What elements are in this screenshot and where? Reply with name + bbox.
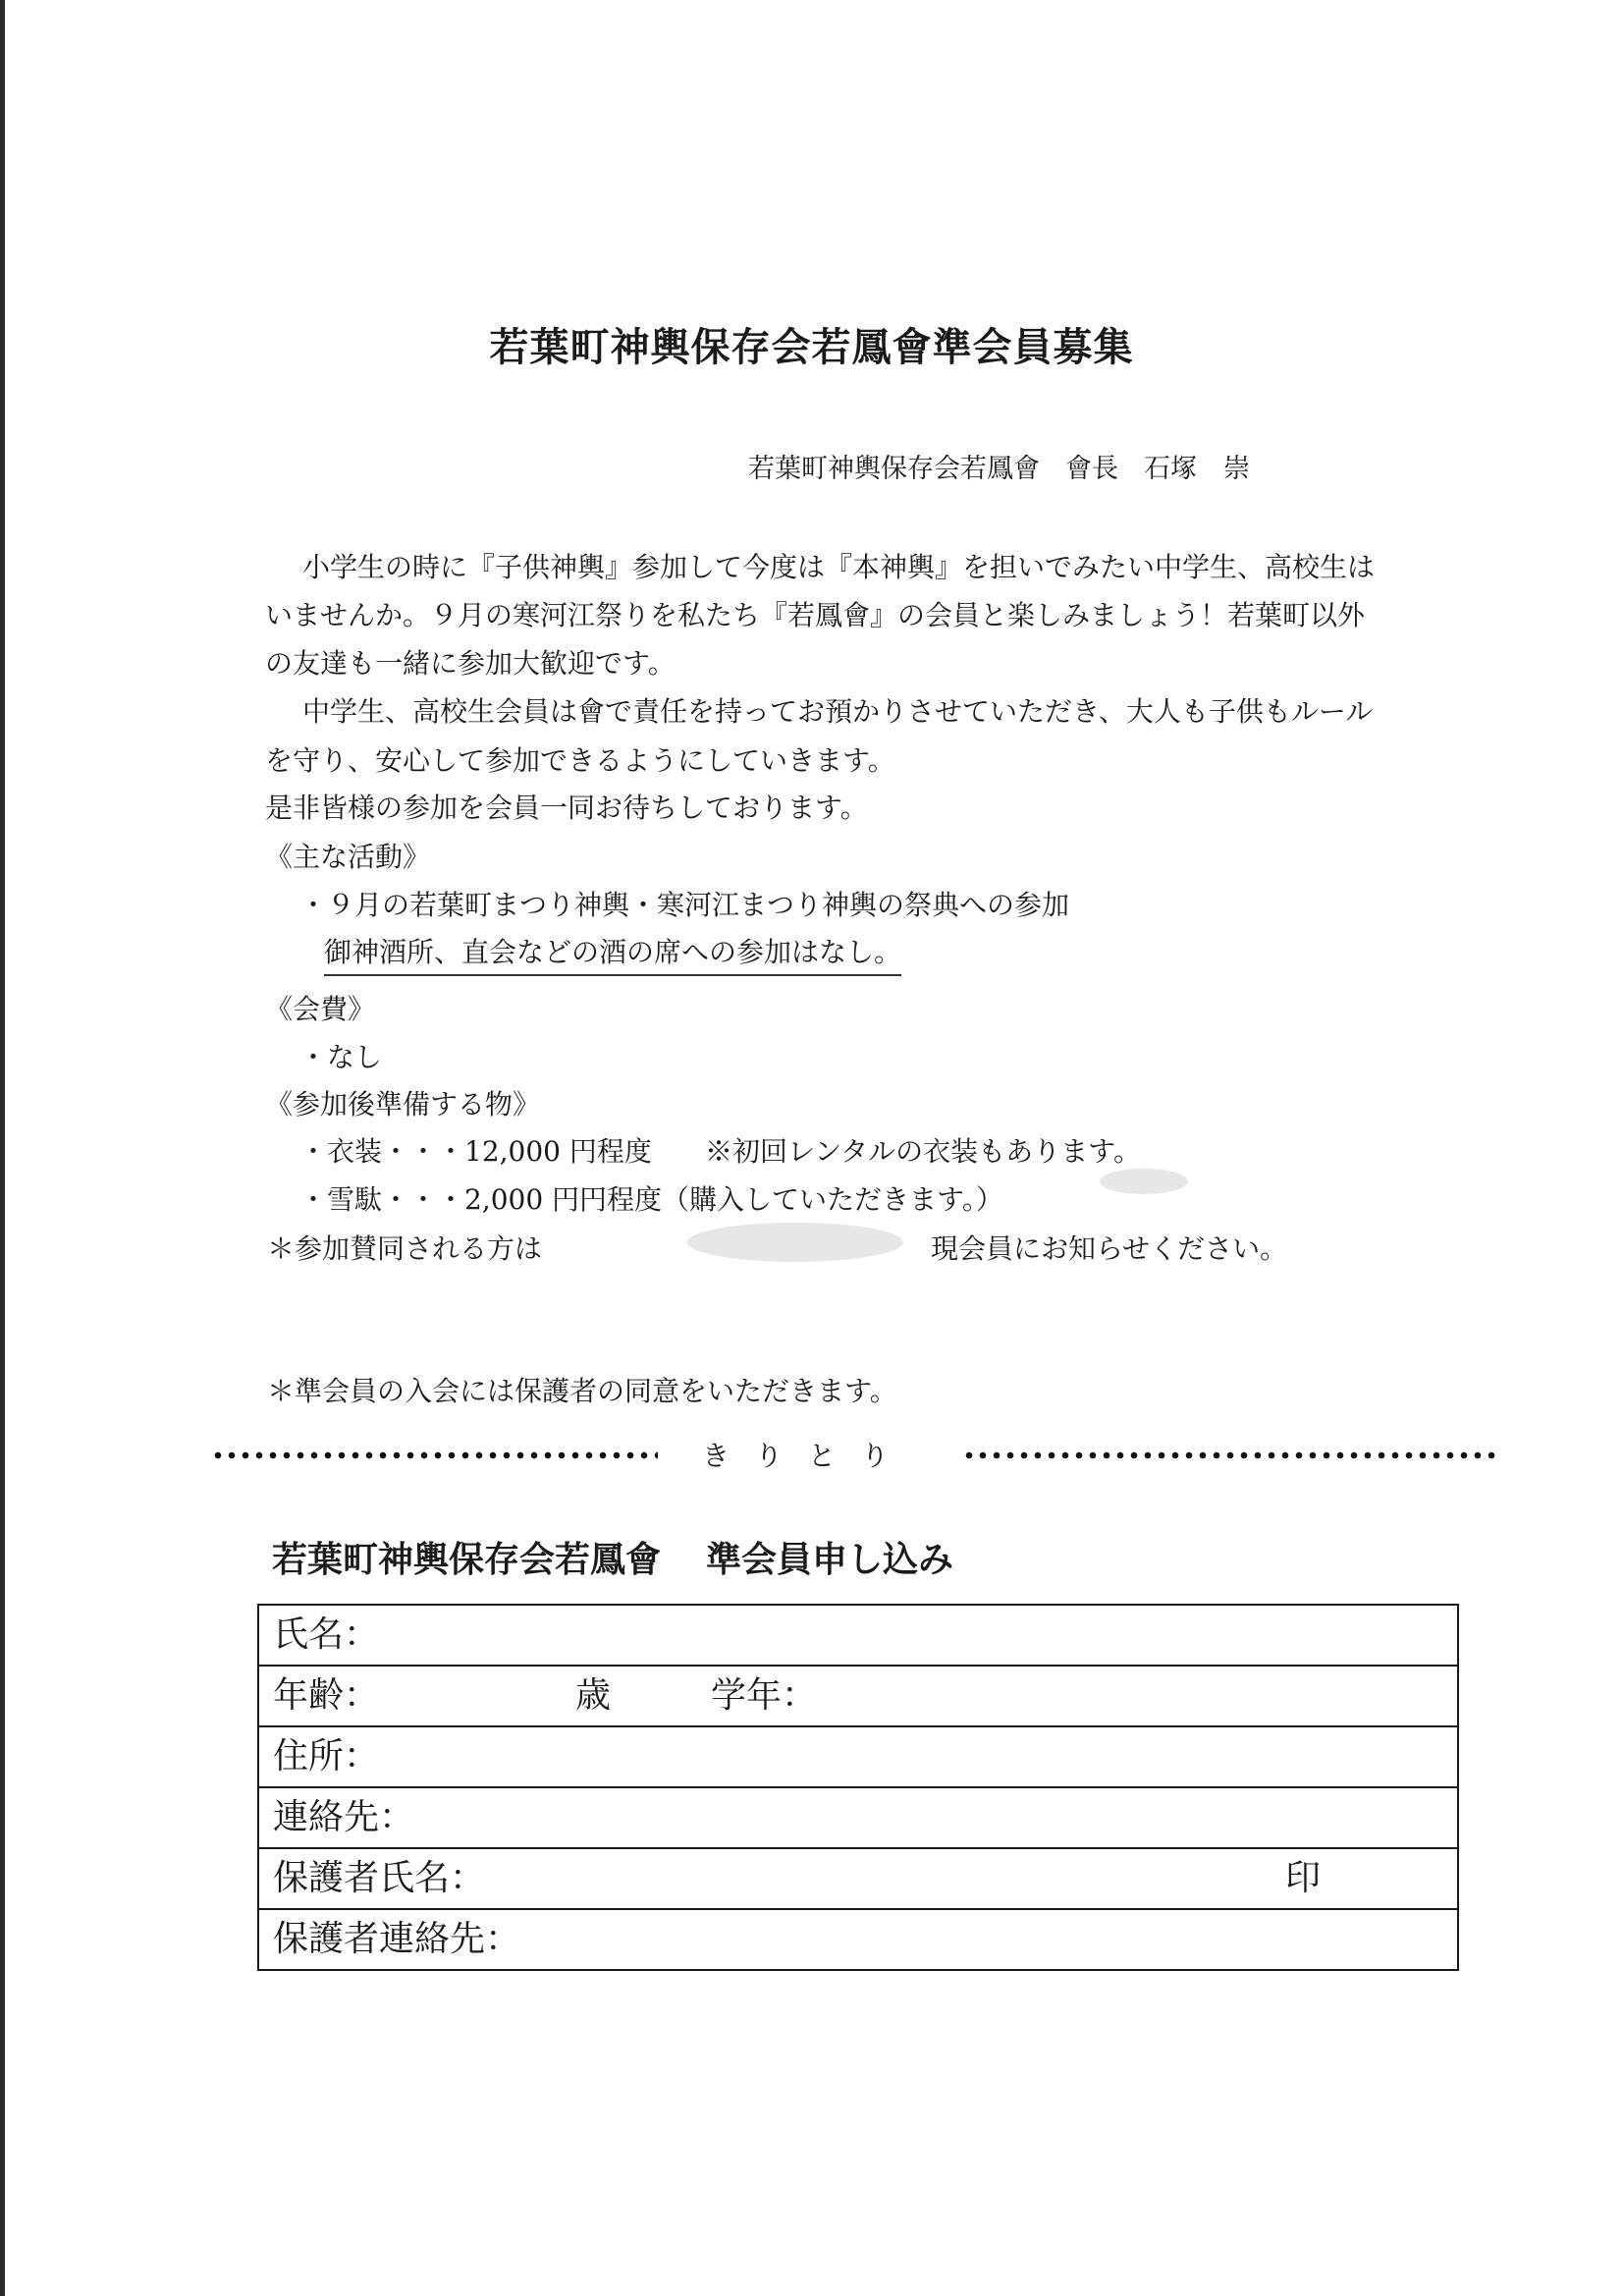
prep-costume-note: ※初回レンタルの衣装もあります。 [705,1135,1141,1168]
prep-heading: 《参加後準備する物》 [265,1088,541,1121]
name-label: 氏名： [273,1614,380,1655]
cut-dots-right [962,1450,1497,1460]
contact-note-start: ＊参加賛同される方は [267,1232,543,1265]
author-role: 會長 [1065,454,1118,484]
address-label: 住所： [273,1736,380,1777]
form-row-address[interactable] [259,1727,1457,1788]
guardian-note: ＊準会員の入会には保護者の同意をいただきます。 [267,1375,897,1407]
author-org: 若葉町神輿保存会若鳳會 [748,454,1040,484]
paragraph-line: 中学生、高校生会員は會で責任を持ってお預かりさせていただき、大人も子供もルール [275,695,1374,728]
prep-geta: ・雪駄・・・2,000 円円程度（購入していただきます。） [299,1183,1003,1216]
age-unit: 歳 [575,1675,612,1716]
seal-mark: 印 [1285,1858,1322,1898]
cut-dots-left [211,1450,658,1460]
author-line [748,447,1275,485]
cut-label: きりとり [702,1440,915,1472]
author-name: 石塚 崇 [1144,454,1250,484]
activities-heading: 《主な活動》 [265,841,431,873]
form-title [272,1532,953,1582]
application-form [257,1604,1459,1971]
paragraph-line: 小学生の時に『子供神輿』参加して今度は『本神輿』を担いでみたい中学生、高校生は [275,551,1376,583]
fee-item: ・なし [299,1041,383,1073]
paragraph-line: を守り、安心して参加できるようにしていきます。 [265,744,895,777]
paragraph-line: いませんか。９月の寒河江祭りを私たち『若鳳會』の会員と楽しみましょう！若葉町以外 [265,599,1366,631]
paragraph-line: 是非皆様の参加を会員一同お待ちしております。 [265,792,868,824]
form-title-name: 準会員申し込み [706,1540,954,1580]
fee-heading: 《会費》 [265,993,376,1025]
form-row-guardian-contact[interactable] [259,1910,1457,1969]
guardian-contact-label: 保護者連絡先： [273,1919,521,1959]
age-label: 年齢： [273,1675,380,1716]
form-row-guardian-name[interactable] [259,1849,1457,1910]
form-row-contact[interactable] [259,1788,1457,1849]
guardian-name-label: 保護者氏名： [273,1858,486,1898]
activities-item: ・９月の若葉町まつり神輿・寒河江まつり神輿の祭典への参加 [299,889,1070,921]
activities-note: 御神酒所、直会などの酒の席への参加はなし。 [324,933,901,976]
contact-label: 連絡先： [273,1797,415,1837]
form-row-name[interactable] [259,1606,1457,1667]
page-title: 若葉町神輿保存会若鳳會準会員募集 [489,325,1134,370]
cut-line [211,1439,1497,1478]
scan-smudge [687,1223,903,1262]
form-title-org: 若葉町神輿保存会若鳳會 [272,1540,662,1580]
grade-label: 学年： [711,1675,818,1716]
contact-note-end: 現会員にお知らせください。 [931,1232,1288,1265]
prep-costume: ・衣装・・・12,000 円程度 [299,1135,652,1168]
form-row-age[interactable] [259,1667,1457,1727]
paragraph-line: の友達も一緒に参加大歓迎です。 [265,647,676,680]
